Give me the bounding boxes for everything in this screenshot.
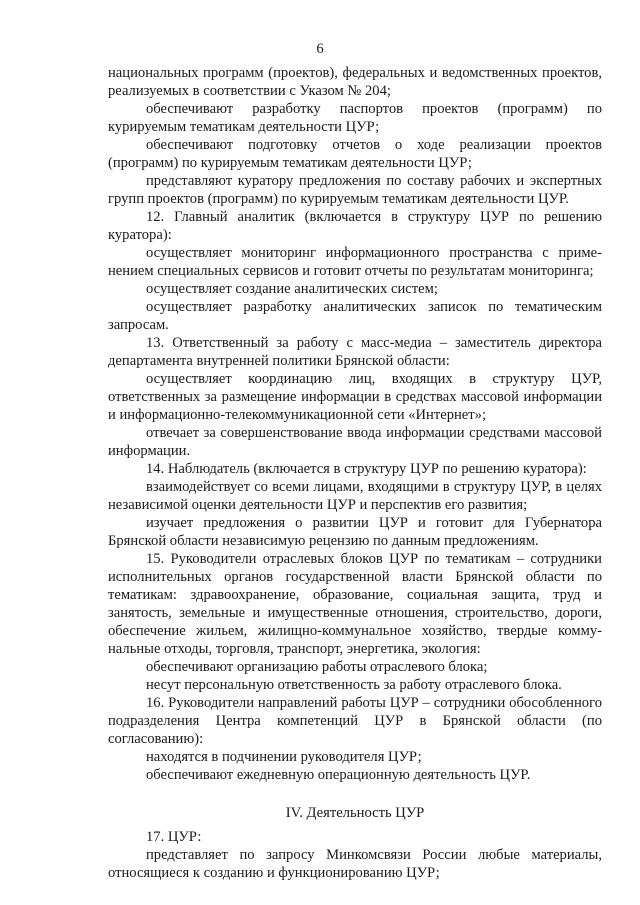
paragraph: 14. Наблюдатель (включается в структуру ЦУР по решению куратора): — [146, 461, 587, 477]
paragraph: представляют куратору предложения по составу рабочих и экспертных групп проектов (программ) по курируемым тематикам деятельности ЦУР. — [108, 173, 602, 207]
paragraph: осуществляет создание аналитических систем; — [146, 281, 438, 297]
paragraph: 15. Руководители отраслевых блоков ЦУР по тематикам – сотрудники исполнительных органов государственной власти Брянской области по тематикам: здравоохранение, образование, социальная защита, труд и занятость, земельные и имущественные отношения, строительство, дороги, обеспечение жильем, жилищно-коммунальное хозяйство, твердые коммунальные отходы, торговля, транспорт, энергетика, экология: — [108, 551, 602, 657]
paragraph: обеспечивают разработку паспортов проектов (программ) по курируемым тематикам деятельности ЦУР; — [108, 101, 602, 135]
paragraph: обеспечивают ежедневную операционную деятельность ЦУР. — [146, 767, 531, 783]
paragraphs-after-heading — [108, 828, 602, 882]
paragraph: изучает предложения о развитии ЦУР и готовит для Губернатора Брянской области независимую рецензию по данным предложениям. — [108, 515, 602, 549]
paragraph: взаимодействует со всеми лицами, входящими в структуру ЦУР, в целях независимой оценки деятельности ЦУР и перспектив его развития; — [108, 479, 602, 513]
paragraph: осуществляет координацию лиц, входящих в структуру ЦУР, ответственных за размещение информации в средствах массовой информации и информационно-телекоммуникационной сети «Интернет»; — [108, 371, 602, 423]
paragraph: национальных программ (проектов), федеральных и ведомственных проектов, реализуемых в соответствии с Указом № 204; — [108, 65, 602, 99]
page-number: 6 — [316, 41, 324, 57]
paragraph: обеспечивают подготовку отчетов о ходе реализации проектов (программ) по курируемым тематикам деятельности ЦУР; — [108, 137, 602, 171]
paragraph: несут персональную ответственность за работу отраслевого блока. — [146, 677, 562, 693]
paragraph: представляет по запросу Минкомсвязи России любые материалы, относящиеся к созданию и функционированию ЦУР; — [108, 847, 602, 881]
paragraph: осуществляет мониторинг информационного пространства с применением специальных сервисов и готовит отчеты по результатам мониторинга; — [108, 245, 602, 279]
document-body — [108, 64, 602, 882]
section-heading: IV. Деятельность ЦУР — [285, 805, 425, 821]
paragraph: отвечает за совершенствование ввода информации средствами массовой информации. — [108, 425, 602, 459]
paragraph: обеспечивают организацию работы отраслевого блока; — [146, 659, 488, 675]
paragraph: 13. Ответственный за работу с масс-медиа – заместитель директора департамента внутренней политики Брянской области: — [108, 335, 602, 369]
paragraph: 16. Руководители направлений работы ЦУР – сотрудники обособленного подразделения Центра компетенций ЦУР в Брянской области (по согласованию): — [108, 695, 602, 747]
paragraph: находятся в подчинении руководителя ЦУР; — [146, 749, 422, 765]
paragraph: 17. ЦУР: — [146, 829, 202, 845]
paragraph: осуществляет разработку аналитических записок по тематическим запросам. — [108, 299, 602, 333]
paragraph: 12. Главный аналитик (включается в структуру ЦУР по решению куратора): — [108, 209, 602, 243]
paragraphs-before-heading — [108, 64, 602, 784]
